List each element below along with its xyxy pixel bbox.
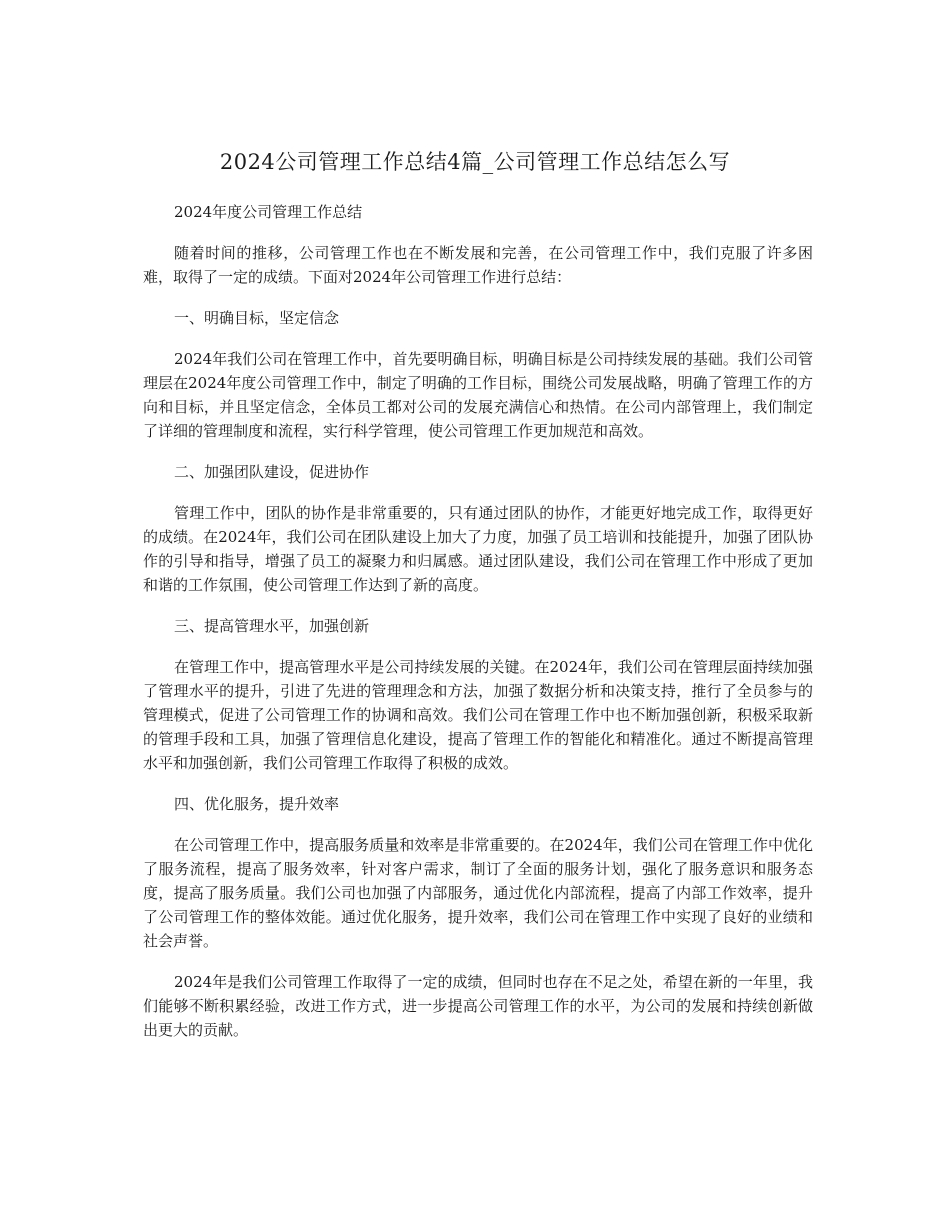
- section-heading-2: 二、加强团队建设，促进协作: [174, 463, 370, 481]
- section-body-3: 在管理工作中，提高管理水平是公司持续发展的关键。在2024年，我们公司在管理层面持续加强了管理水平的提升，引进了先进的管理理念和方法，加强了数据分析和决策支持，推行了全员参与的管理模式，促进了公司管理工作的协调和高效。我们公司在管理工作中也不断加强创新，积极采取新的管理手段和工具，加强了管理信息化建设，提高了管理工作的智能化和精准化。通过不断提高管理水平和加强创新，我们公司管理工作取得了积极的成效。: [143, 658, 813, 772]
- section-body-4: 在公司管理工作中，提高服务质量和效率是非常重要的。在2024年，我们公司在管理工作中优化了服务流程，提高了服务效率，针对客户需求，制订了全面的服务计划，强化了服务意识和服务态度，提高了服务质量。我们公司也加强了内部服务，通过优化内部流程，提高了内部工作效率，提升了公司管理工作的整体效能。通过优化服务，提升效率，我们公司在管理工作中实现了良好的业绩和社会声誉。: [143, 836, 813, 950]
- section-heading-3: 三、提高管理水平，加强创新: [174, 617, 370, 635]
- section-body-2: 管理工作中，团队的协作是非常重要的，只有通过团队的协作，才能更好地完成工作，取得更好的成绩。在2024年，我们公司在团队建设上加大了力度，加强了员工培训和技能提升，加强了团队协作的引导和指导，增强了员工的凝聚力和归属感。通过团队建设，我们公司在管理工作中形成了更加和谐的工作氛围，使公司管理工作达到了新的高度。: [143, 504, 813, 594]
- intro-paragraph: 随着时间的推移，公司管理工作也在不断发展和完善，在公司管理工作中，我们克服了许多困难，取得了一定的成绩。下面对2024年公司管理工作进行总结：: [143, 244, 813, 286]
- section-heading-1: 一、明确目标，坚定信念: [174, 309, 340, 327]
- conclusion-paragraph: 2024年是我们公司管理工作取得了一定的成绩，但同时也存在不足之处，希望在新的一年里，我们能够不断积累经验，改进工作方式，进一步提高公司管理工作的水平，为公司的发展和持续创新做出更大的贡献。: [143, 973, 813, 1039]
- document-body: [143, 200, 813, 1059]
- document-title: 2024公司管理工作总结4篇_公司管理工作总结怎么写: [219, 150, 731, 174]
- section-heading-4: 四、优化服务，提升效率: [174, 795, 340, 813]
- section-body-1: 2024年我们公司在管理工作中，首先要明确目标，明确目标是公司持续发展的基础。我们公司管理层在2024年度公司管理工作中，制定了明确的工作目标，围绕公司发展战略，明确了管理工作的方向和目标，并且坚定信念，全体员工都对公司的发展充满信心和热情。在公司内部管理上，我们制定了详细的管理制度和流程，实行科学管理，使公司管理工作更加规范和高效。: [143, 350, 813, 440]
- document-subtitle: 2024年度公司管理工作总结: [174, 203, 363, 221]
